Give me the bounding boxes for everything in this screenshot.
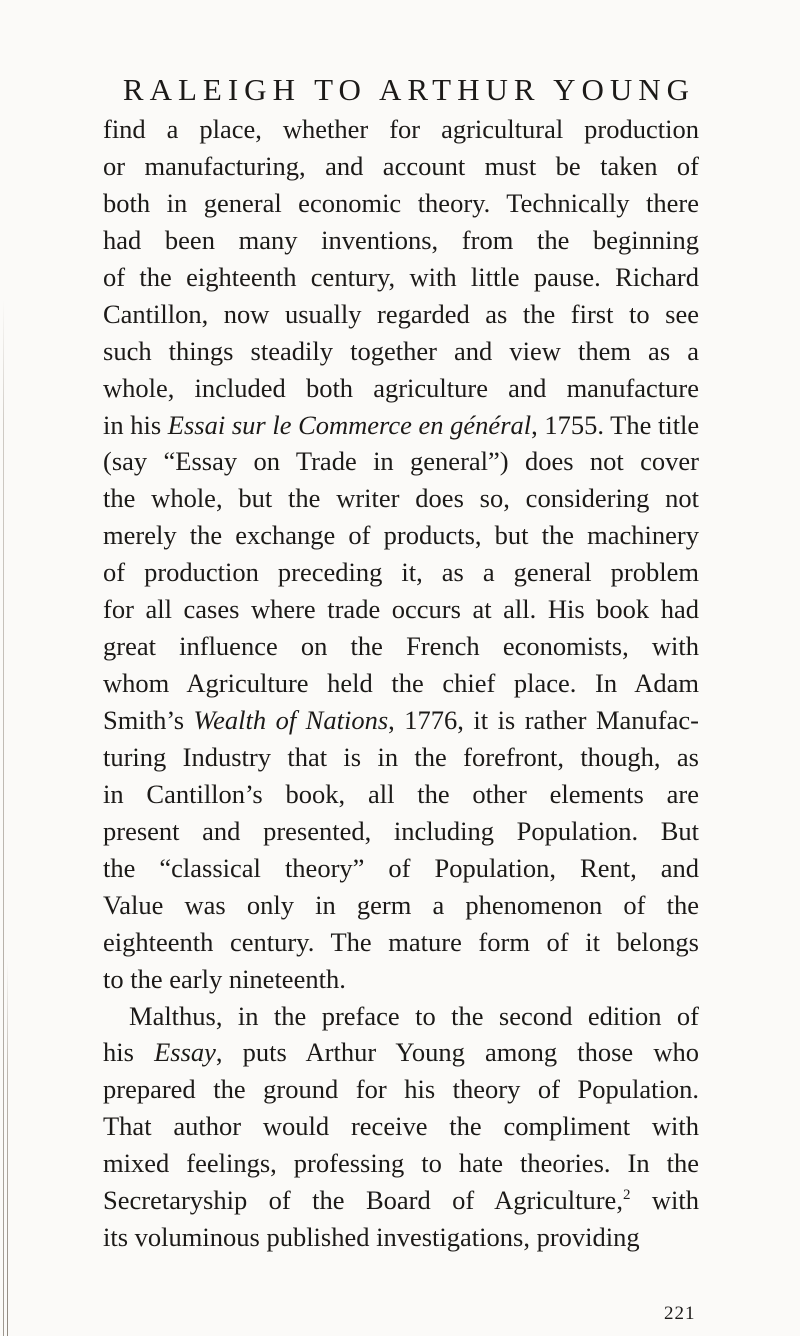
text-line <box>103 1071 699 1108</box>
text-segment: (say “Essay on Trade in general”) does not cover <box>103 446 699 477</box>
text-segment: find a place, whether for agricultural production <box>103 114 699 144</box>
text-line <box>103 148 699 185</box>
text-segment: such things steadily together and view them as a <box>103 335 699 366</box>
text-segment: eighteenth century. The mature form of it belongs <box>103 926 699 957</box>
text-segment: , 1776, it is rather Manufac- <box>388 705 699 735</box>
text-segment: Secretaryship of the Board of Agriculture, <box>103 1185 623 1216</box>
text-segment: turing Industry that is in the forefront, though, as <box>103 741 699 772</box>
text-line <box>103 813 699 850</box>
text-segment: , puts Arthur Young among those who <box>215 1037 699 1068</box>
text-segment: Value was only in germ a phenomenon of the <box>103 889 699 920</box>
footnote-ref: 2 <box>622 1187 631 1204</box>
text-line <box>103 296 699 333</box>
text-segment: the whole, but the writer does so, considering not <box>103 483 699 514</box>
text-line <box>103 480 699 517</box>
text-line <box>103 1182 699 1219</box>
text-line <box>103 887 699 924</box>
text-line <box>103 517 699 554</box>
text-segment: in his <box>103 409 168 440</box>
text-line <box>103 1145 699 1182</box>
text-segment: to the early nineteenth. <box>103 963 346 994</box>
italic-title: Essay <box>154 1037 216 1068</box>
text-line <box>103 111 699 148</box>
text-segment: prepared the ground for his theory of Population. <box>103 1074 699 1105</box>
page-number: 221 <box>664 1303 696 1324</box>
text-line <box>103 407 699 444</box>
text-segment: the “classical theory” of Population, Rent, and <box>103 852 699 883</box>
text-segment: whole, included both agriculture and manufacture <box>103 372 699 403</box>
body-text <box>103 111 699 1256</box>
text-segment: That author would receive the compliment with <box>103 1111 699 1142</box>
text-segment: Cantillon, now usually regarded as the first to see <box>103 298 699 329</box>
text-line <box>103 554 699 591</box>
text-segment: his <box>103 1037 155 1068</box>
text-segment: for all cases where trade occurs at all. His book had <box>103 594 699 625</box>
text-segment: of production preceding it, as a general problem <box>103 557 699 588</box>
text-segment: or manufacturing, and account must be taken of <box>103 150 699 181</box>
text-segment: of the eighteenth century, with little pause. Richard <box>103 261 699 292</box>
text-segment: with <box>630 1185 699 1216</box>
text-line <box>103 222 699 259</box>
text-segment: Smith’s <box>103 705 194 735</box>
text-segment: , 1755. The title <box>531 409 700 440</box>
text-segment: merely the exchange of products, but the machinery <box>103 520 699 551</box>
text-line <box>103 259 699 296</box>
text-segment: present and presented, including Population. But <box>103 815 699 846</box>
text-line <box>103 1108 699 1145</box>
text-line <box>103 702 699 739</box>
text-line <box>103 333 699 370</box>
text-line <box>103 628 699 665</box>
text-segment: mixed feelings, professing to hate theories. In the <box>103 1148 699 1179</box>
running-head: RALEIGH TO ARTHUR YOUNG <box>122 72 696 107</box>
text-segment: great influence on the French economists, with <box>103 631 699 662</box>
text-line <box>103 924 699 961</box>
text-line <box>103 850 699 887</box>
text-line <box>103 665 699 702</box>
italic-title: Wealth of Nations <box>193 705 389 735</box>
text-segment: had been many inventions, from the beginning <box>103 224 699 255</box>
text-line <box>103 1219 699 1256</box>
text-line <box>103 591 699 628</box>
text-line <box>103 961 699 998</box>
text-line <box>103 443 699 480</box>
text-segment: Malthus, in the preface to the second edition of <box>129 1000 699 1031</box>
text-segment: in Cantillon’s book, all the other elements are <box>103 778 699 809</box>
text-line <box>103 776 699 813</box>
text-line <box>103 185 699 222</box>
text-line <box>103 739 699 776</box>
text-segment: its voluminous published investigations, providing <box>103 1222 640 1253</box>
text-segment: whom Agriculture held the chief place. In Adam <box>103 668 699 699</box>
italic-title: Essai sur le Commerce en général <box>167 409 532 440</box>
text-segment: both in general economic theory. Technically there <box>103 187 699 218</box>
text-line <box>103 370 699 407</box>
text-line <box>103 1034 699 1071</box>
text-line <box>103 998 699 1035</box>
